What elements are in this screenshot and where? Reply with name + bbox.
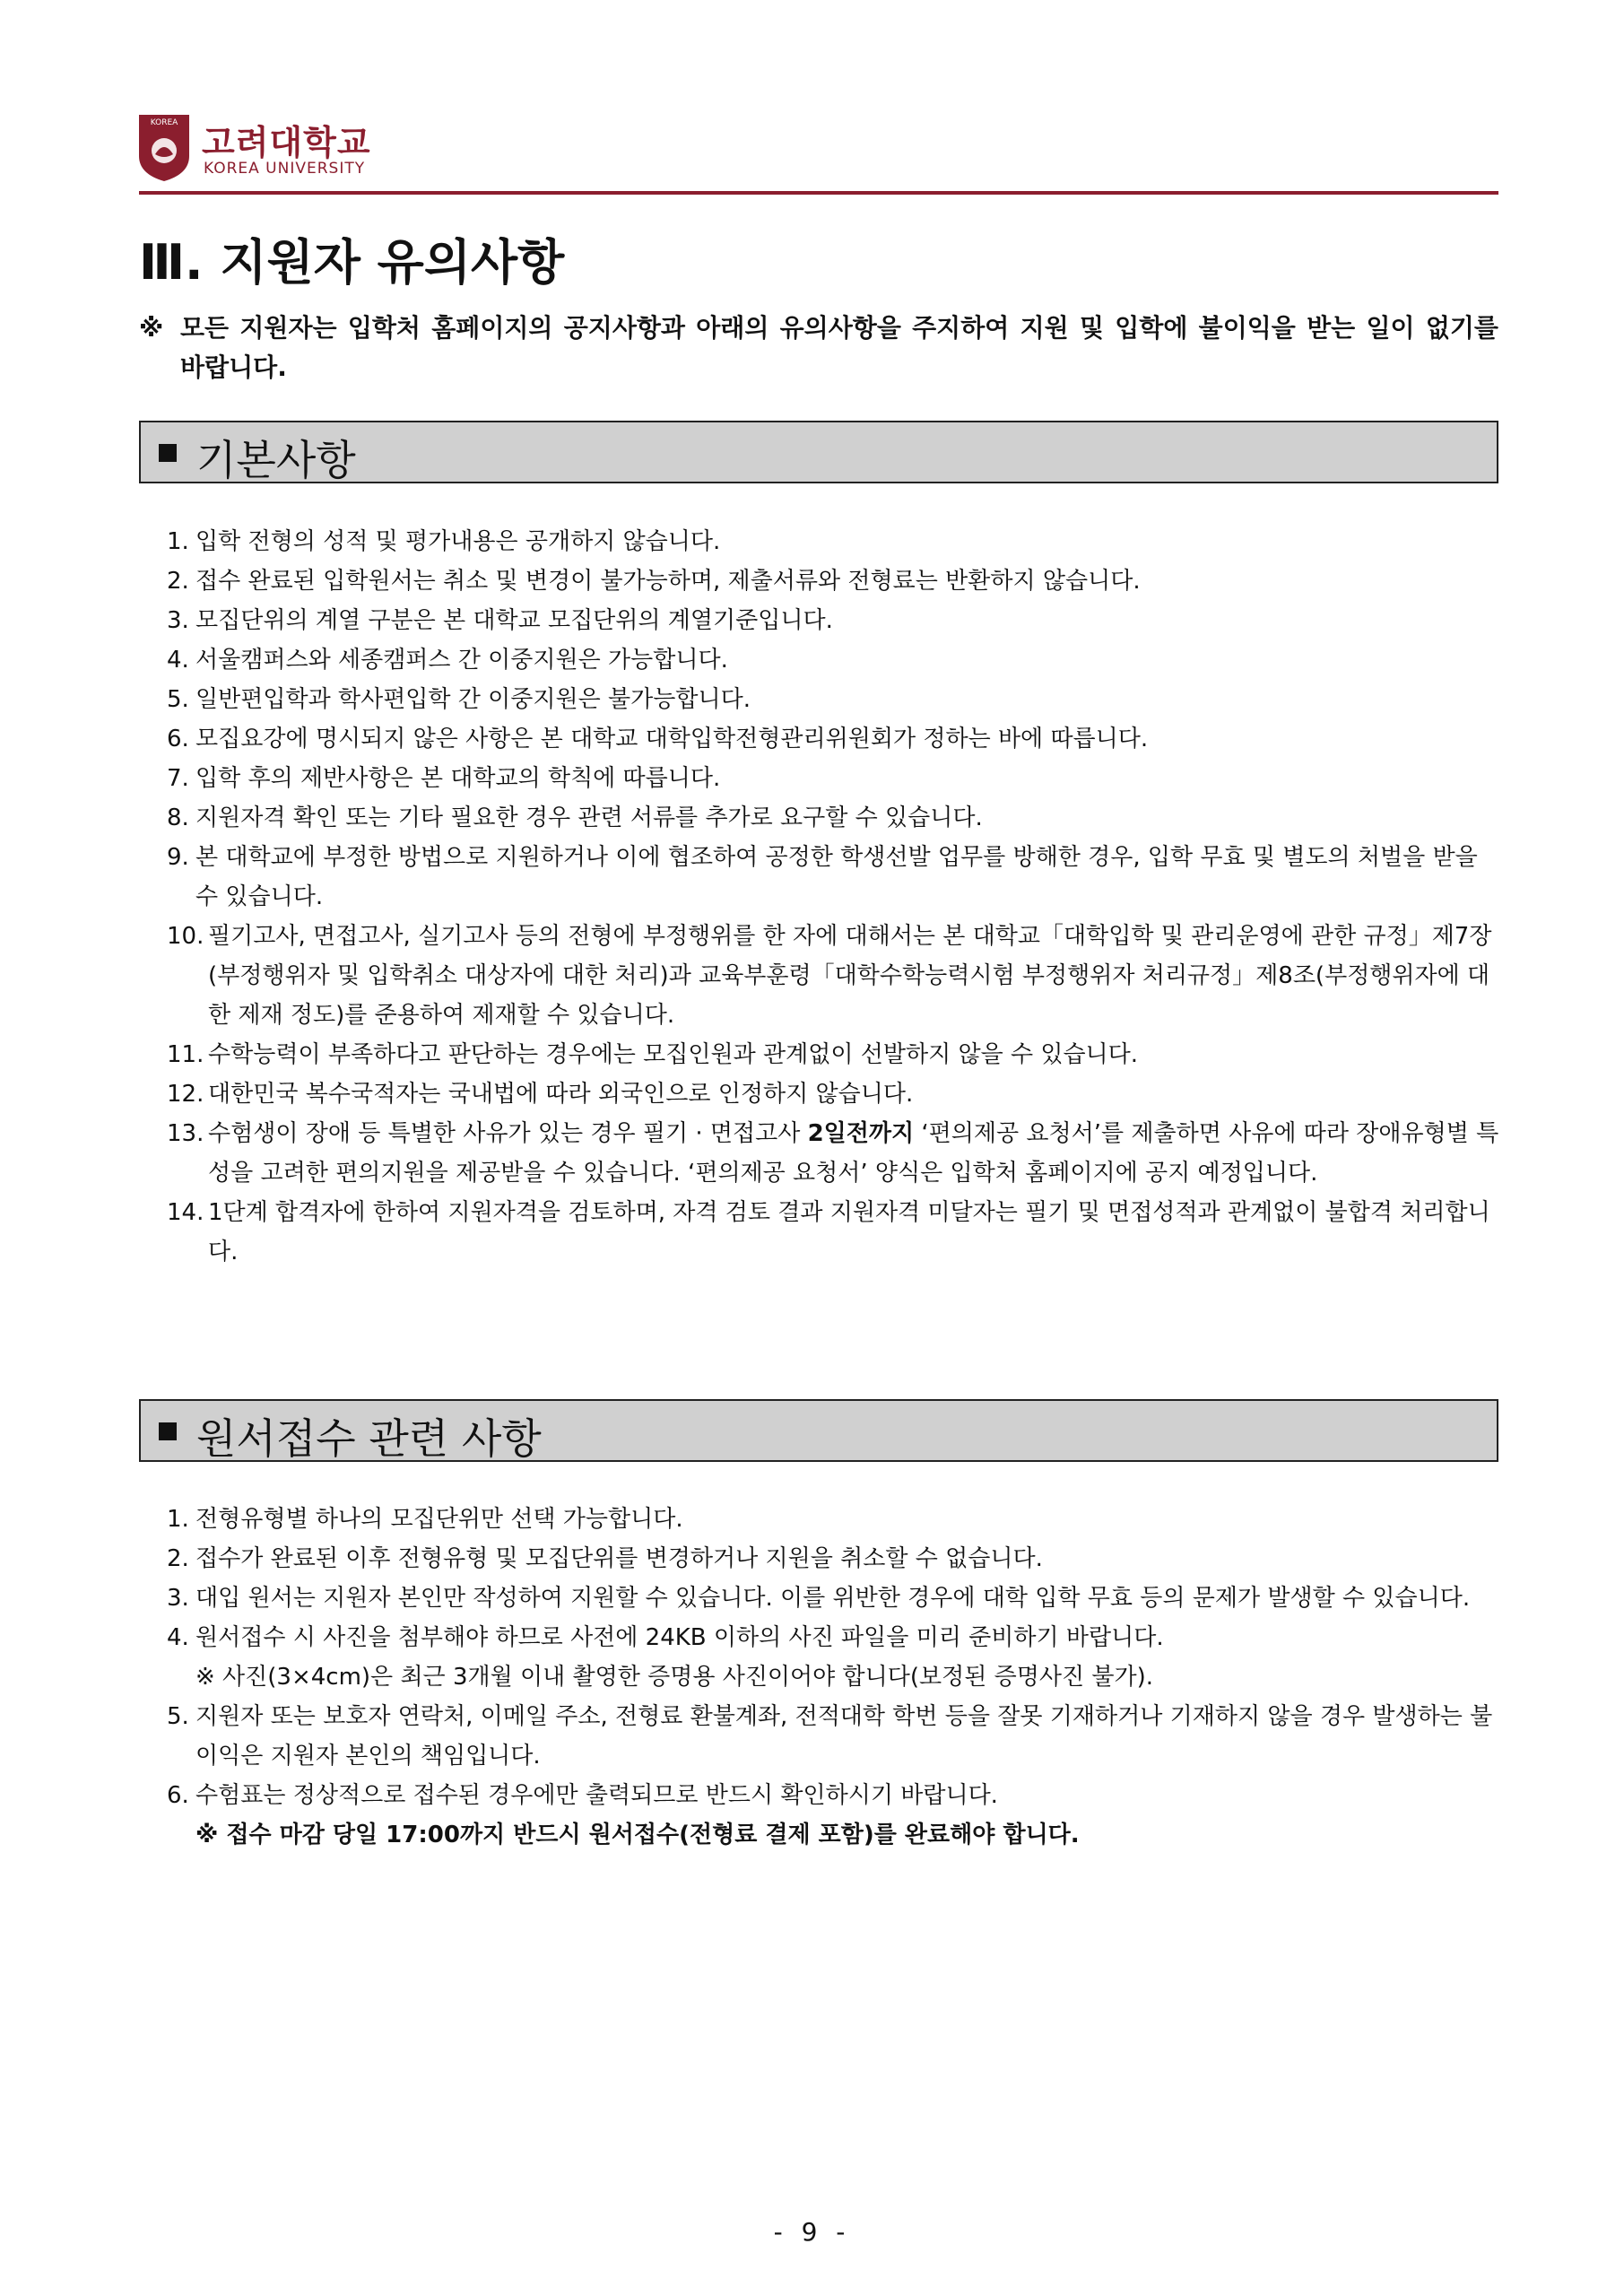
basics-list — [167, 522, 1503, 1272]
page-title: Ⅲ. 지원자 유의사항 — [139, 234, 565, 291]
header-divider — [139, 191, 1498, 195]
list-item: 1. 입학 전형의 성적 및 평가내용은 공개하지 않습니다. — [167, 528, 721, 555]
list-item: 11. 수학능력이 부족하다고 판단하는 경우에는 모집인원과 관계없이 선발하지 않을 수 있습니다. — [167, 1041, 1139, 1068]
list-item: 14. 1단계 합격자에 한하여 지원자격을 검토하며, 자격 검토 결과 지원자격 미달자는 필기 및 면접성적과 관계없이 불합격 처리합니다. — [167, 1199, 1490, 1265]
notice — [139, 309, 1498, 387]
list-item: 10. 필기고사, 면접고사, 실기고사 등의 전형에 부정행위를 한 자에 대해서는 본 대학교「대학입학 및 관리운영에 관한 규정」제7장(부정행위자 및 입학취소 대상자에 대한 처리)과 교육부훈령「대학수학능력시험 부정행위자 처리규정」제8조(부정행위자에 대한 제재 정도)를 준용하여 제재할 수 있습니다. — [167, 923, 1492, 1029]
square-bullet-icon — [159, 444, 177, 462]
list-item: 6. 수험표는 정상적으로 접수된 경우에만 출력되므로 반드시 확인하시기 바랍니다. ※ 접수 마감 당일 17:00까지 반드시 원서접수(전형료 결제 포함)를 완료해야 합니다. — [167, 1776, 1503, 1855]
section-heading-basics — [139, 421, 1498, 483]
notice-text: 모든 지원자는 입학처 홈페이지의 공지사항과 아래의 유의사항을 주지하여 지원 및 입학에 불이익을 받는 일이 없기를 바랍니다. — [180, 313, 1498, 382]
university-logo — [139, 115, 408, 183]
list-item: 9. 본 대학교에 부정한 방법으로 지원하거나 이에 협조하여 공정한 학생선발 업무를 방해한 경우, 입학 무효 및 별도의 처벌을 받을 수 있습니다. — [167, 844, 1478, 910]
list-item: 2. 접수가 완료된 이후 전형유형 및 모집단위를 변경하거나 지원을 취소할 수 없습니다. — [167, 1545, 1043, 1572]
photo-note: ※ 사진(3×4cm)은 최근 3개월 이내 촬영한 증명용 사진이어야 합니다(보정된 증명사진 불가). — [195, 1664, 1154, 1691]
university-crest-icon — [139, 115, 189, 181]
list-item: 2. 접수 완료된 입학원서는 취소 및 변경이 불가능하며, 제출서류와 전형료는 반환하지 않습니다. — [167, 568, 1141, 595]
page-number: - 9 - — [773, 2217, 851, 2247]
list-item: 5. 지원자 또는 보호자 연락처, 이메일 주소, 전형료 환불계좌, 전적대학 학번 등을 잘못 기재하거나 기재하지 않을 경우 발생하는 불이익은 지원자 본인의 책임입니다. — [167, 1703, 1493, 1770]
application-list — [167, 1500, 1503, 1855]
list-item: 1. 전형유형별 하나의 모집단위만 선택 가능합니다. — [167, 1506, 683, 1533]
list-item: 8. 지원자격 확인 또는 기타 필요한 경우 관련 서류를 추가로 요구할 수 있습니다. — [167, 804, 983, 831]
list-item: 6. 모집요강에 명시되지 않은 사항은 본 대학교 대학입학전형관리위원회가 정하는 바에 따릅니다. — [167, 726, 1149, 752]
section-heading-label: 기본사항 — [196, 436, 356, 484]
crest-text: KOREA — [150, 118, 178, 127]
list-item: 4. 서울캠퍼스와 세종캠퍼스 간 이중지원은 가능합니다. — [167, 647, 728, 674]
section-heading-label: 원서접수 관련 사항 — [196, 1414, 542, 1463]
list-item: 13. 수험생이 장애 등 특별한 사유가 있는 경우 필기 · 면접고사 2일전까지 ‘편의제공 요청서’를 제출하면 사유에 따라 장애유형별 특성을 고려한 편의지원을 제공받을 수 있습니다. ‘편의제공 요청서’ 양식은 입학처 홈페이지에 공지 예정입니다. — [167, 1120, 1499, 1187]
deadline-emphasis: 2일전까지 — [807, 1120, 915, 1147]
list-item: 3. 모집단위의 계열 구분은 본 대학교 모집단위의 계열기준입니다. — [167, 607, 833, 634]
list-item: 4. 원서접수 시 사진을 첨부해야 하므로 사전에 24KB 이하의 사진 파일을 미리 준비하기 바랍니다. ※ 사진(3×4cm)은 최근 3개월 이내 촬영한 증명용 사진이어야 합니다(보정된 증명사진 불가). — [167, 1618, 1503, 1697]
notice-mark: ※ — [139, 313, 164, 343]
list-item: 5. 일반편입학과 학사편입학 간 이중지원은 불가능합니다. — [167, 686, 751, 713]
deadline-note: ※ 접수 마감 당일 17:00까지 반드시 원서접수(전형료 결제 포함)를 완료해야 합니다. — [195, 1822, 1080, 1848]
list-item: 7. 입학 후의 제반사항은 본 대학교의 학칙에 따릅니다. — [167, 765, 721, 792]
square-bullet-icon — [159, 1422, 177, 1440]
list-item: 12. 대한민국 복수국적자는 국내법에 따라 외국인으로 인정하지 않습니다. — [167, 1081, 914, 1108]
logo-english-text: KOREA UNIVERSITY — [204, 160, 366, 178]
logo-korean-text: 고려대학교 — [202, 123, 371, 162]
section-heading-application — [139, 1399, 1498, 1462]
list-item: 3. 대입 원서는 지원자 본인만 작성하여 지원할 수 있습니다. 이를 위반한 경우에 대학 입학 무효 등의 문제가 발생할 수 있습니다. — [167, 1585, 1471, 1612]
